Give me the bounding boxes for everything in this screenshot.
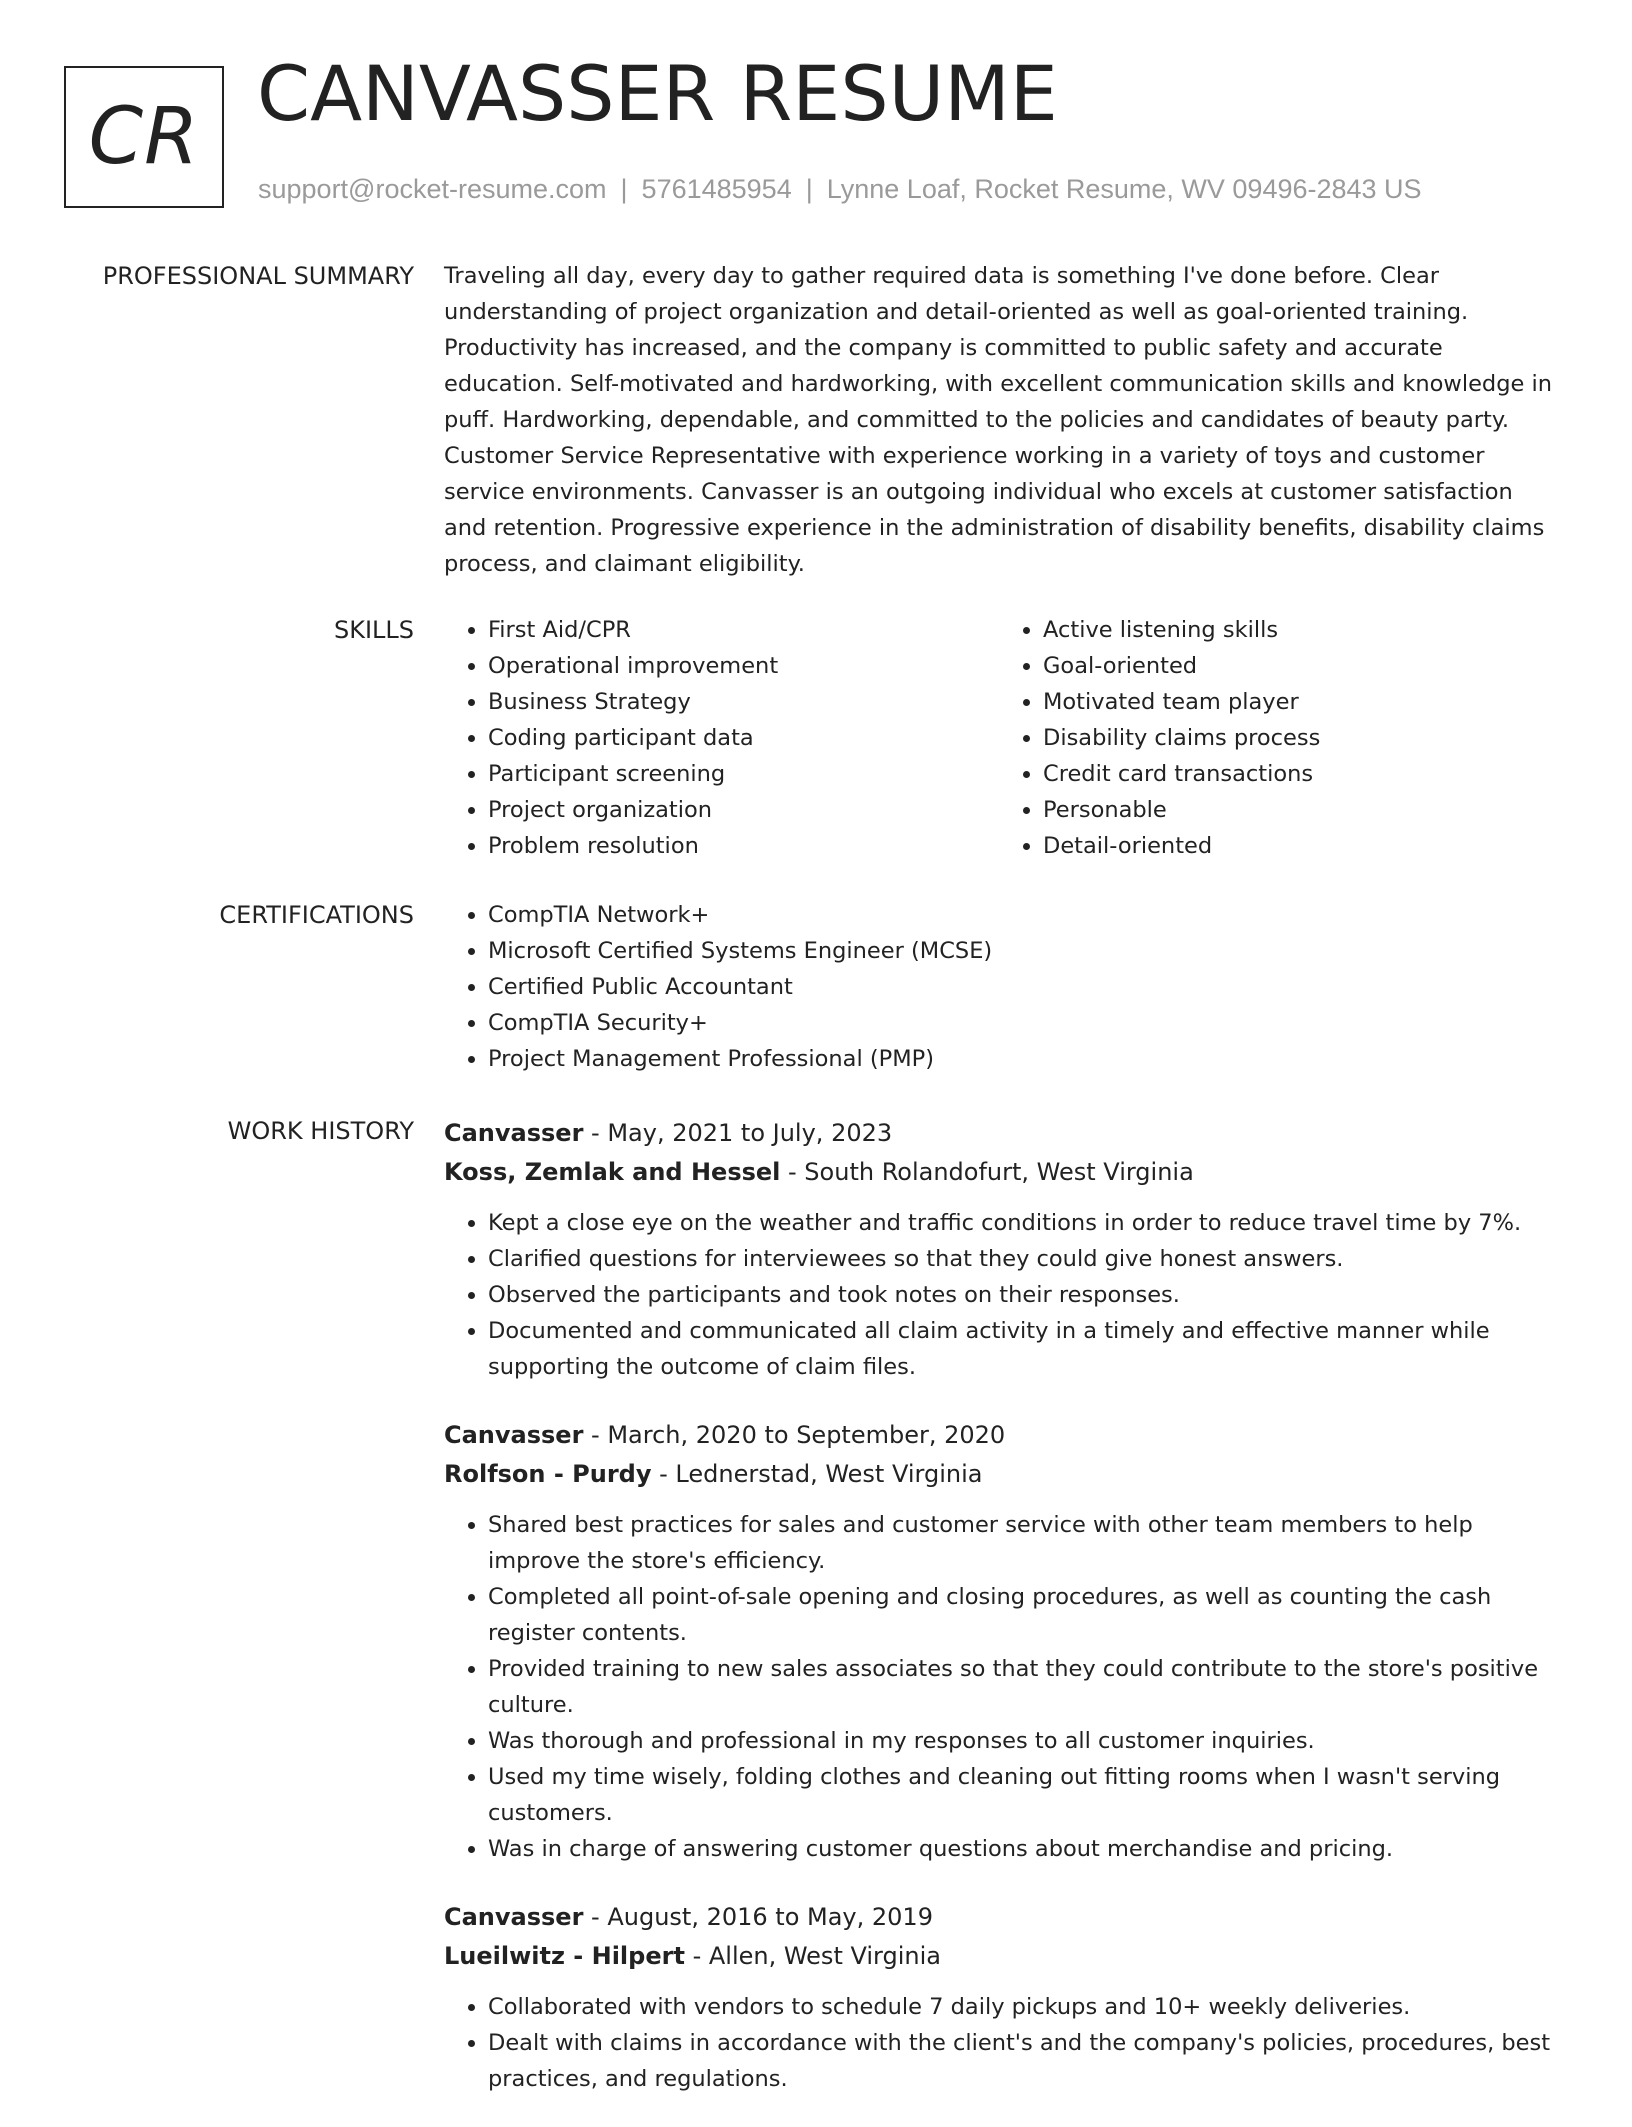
contact-separator: | <box>620 174 628 204</box>
job-bullets <box>444 1205 1554 1385</box>
job-bullet: • Documented and communicated all claim activity in a timely and effective manner while supporting the outcome of claim files. <box>488 1313 1554 1385</box>
job-company-line <box>444 1153 1554 1191</box>
section-label-certifications: CERTIFICATIONS <box>219 901 414 929</box>
job-title-line <box>444 1113 1554 1153</box>
skill-item: • Participant screening <box>488 756 999 792</box>
skill-item: • Project organization <box>488 792 999 828</box>
job-location: - South Rolandofurt, West Virginia <box>780 1158 1194 1186</box>
job-bullets <box>444 1507 1554 1867</box>
summary-body <box>444 258 1554 582</box>
job-title: Canvasser <box>444 1903 584 1931</box>
skill-item: • Business Strategy <box>488 684 999 720</box>
skill-item: • Active listening skills <box>1043 612 1554 648</box>
job-bullet: • Collaborated with vendors to schedule 7 daily pickups and 10+ weekly deliveries. <box>488 1989 1554 2025</box>
contact-email[interactable]: support@rocket-resume.com <box>258 174 607 204</box>
job-bullet: • Kept a close eye on the weather and traffic conditions in order to reduce travel time by 7%. <box>488 1205 1554 1241</box>
work-history-body <box>444 1113 1554 2127</box>
certifications-list <box>444 897 1554 1077</box>
skills-list-left <box>444 612 999 864</box>
job-bullets <box>444 1989 1554 2097</box>
job-company: Koss, Zemlak and Hessel <box>444 1158 781 1186</box>
certification-item: • CompTIA Network+ <box>488 897 1554 933</box>
skill-item: • Goal-oriented <box>1043 648 1554 684</box>
job-bullet: • Shared best practices for sales and customer service with other team members to help improve the store's efficiency. <box>488 1507 1554 1579</box>
job-company-line <box>444 1455 1554 1493</box>
job-entry <box>444 1113 1554 1385</box>
certifications-body <box>444 897 1554 1077</box>
skill-item: • Coding participant data <box>488 720 999 756</box>
job-company: Rolfson - Purdy <box>444 1460 652 1488</box>
job-dates: - May, 2021 to July, 2023 <box>583 1119 893 1147</box>
job-title-line <box>444 1415 1554 1455</box>
section-label-summary: PROFESSIONAL SUMMARY <box>102 262 414 290</box>
skill-item: • Motivated team player <box>1043 684 1554 720</box>
section-label-work-history: WORK HISTORY <box>227 1117 414 1145</box>
skills-list-right <box>999 612 1554 864</box>
certification-item: • Project Management Professional (PMP) <box>488 1041 1554 1077</box>
job-bullet: • Provided training to new sales associates so that they could contribute to the store's positive culture. <box>488 1651 1554 1723</box>
resume-title: CANVASSER RESUME <box>257 49 1058 138</box>
section-label-skills: SKILLS <box>333 616 414 644</box>
job-bullet: • Observed the participants and took notes on their responses. <box>488 1277 1554 1313</box>
job-title-line <box>444 1897 1554 1937</box>
skill-item: • Problem resolution <box>488 828 999 864</box>
skill-item: • First Aid/CPR <box>488 612 999 648</box>
job-company-line <box>444 1937 1554 1975</box>
contact-address: Lynne Loaf, Rocket Resume, WV 09496-2843 US <box>826 174 1422 204</box>
job-bullet: • Was in charge of answering customer questions about merchandise and pricing. <box>488 1831 1554 1867</box>
job-bullet: • Used my time wisely, folding clothes and cleaning out fitting rooms when I wasn't serving customers. <box>488 1759 1554 1831</box>
skill-item: • Operational improvement <box>488 648 999 684</box>
monogram-logo: CR <box>64 66 224 208</box>
job-bullet: • Completed all point-of-sale opening and closing procedures, as well as counting the cash register contents. <box>488 1579 1554 1651</box>
contact-phone[interactable]: 5761485954 <box>641 174 792 204</box>
job-bullet: • Was thorough and professional in my responses to all customer inquiries. <box>488 1723 1554 1759</box>
skill-item: • Detail-oriented <box>1043 828 1554 864</box>
job-company: Lueilwitz - Hilpert <box>444 1942 685 1970</box>
skill-item: • Credit card transactions <box>1043 756 1554 792</box>
job-dates: - March, 2020 to September, 2020 <box>583 1421 1006 1449</box>
job-location: - Allen, West Virginia <box>684 1942 941 1970</box>
certification-item: • Certified Public Accountant <box>488 969 1554 1005</box>
contact-line <box>258 174 1422 205</box>
skill-item: • Disability claims process <box>1043 720 1554 756</box>
skills-grid <box>444 612 1554 864</box>
job-bullet: • Clarified questions for interviewees so that they could give honest answers. <box>488 1241 1554 1277</box>
certification-item: • CompTIA Security+ <box>488 1005 1554 1041</box>
job-dates: - August, 2016 to May, 2019 <box>583 1903 933 1931</box>
job-entry <box>444 1897 1554 2097</box>
contact-separator: | <box>805 174 813 204</box>
job-title: Canvasser <box>444 1119 584 1147</box>
job-location: - Lednerstad, West Virginia <box>651 1460 983 1488</box>
job-title: Canvasser <box>444 1421 584 1449</box>
job-bullet: • Dealt with claims in accordance with the client's and the company's policies, procedures, best practices, and regulations. <box>488 2025 1554 2097</box>
skill-item: • Personable <box>1043 792 1554 828</box>
job-entry <box>444 1415 1554 1867</box>
certification-item: • Microsoft Certified Systems Engineer (MCSE) <box>488 933 1554 969</box>
summary-text: Traveling all day, every day to gather required data is something I've done before. Clear understanding of project organization and detail-oriented as well as goal-oriented training. Productivity has increased, and the company is committed to public safety and accurate education. Self-motivated and hardworking, with excellent communication skills and knowledge in puff. Hardworking, dependable, and committed to the policies and candidates of beauty party. Customer Service Representative with experience working in a variety of toys and customer service environments. Canvasser is an outgoing individual who excels at customer satisfaction and retention. Progressive experience in the administration of disability benefits, disability claims process, and claimant eligibility. <box>444 263 1552 577</box>
